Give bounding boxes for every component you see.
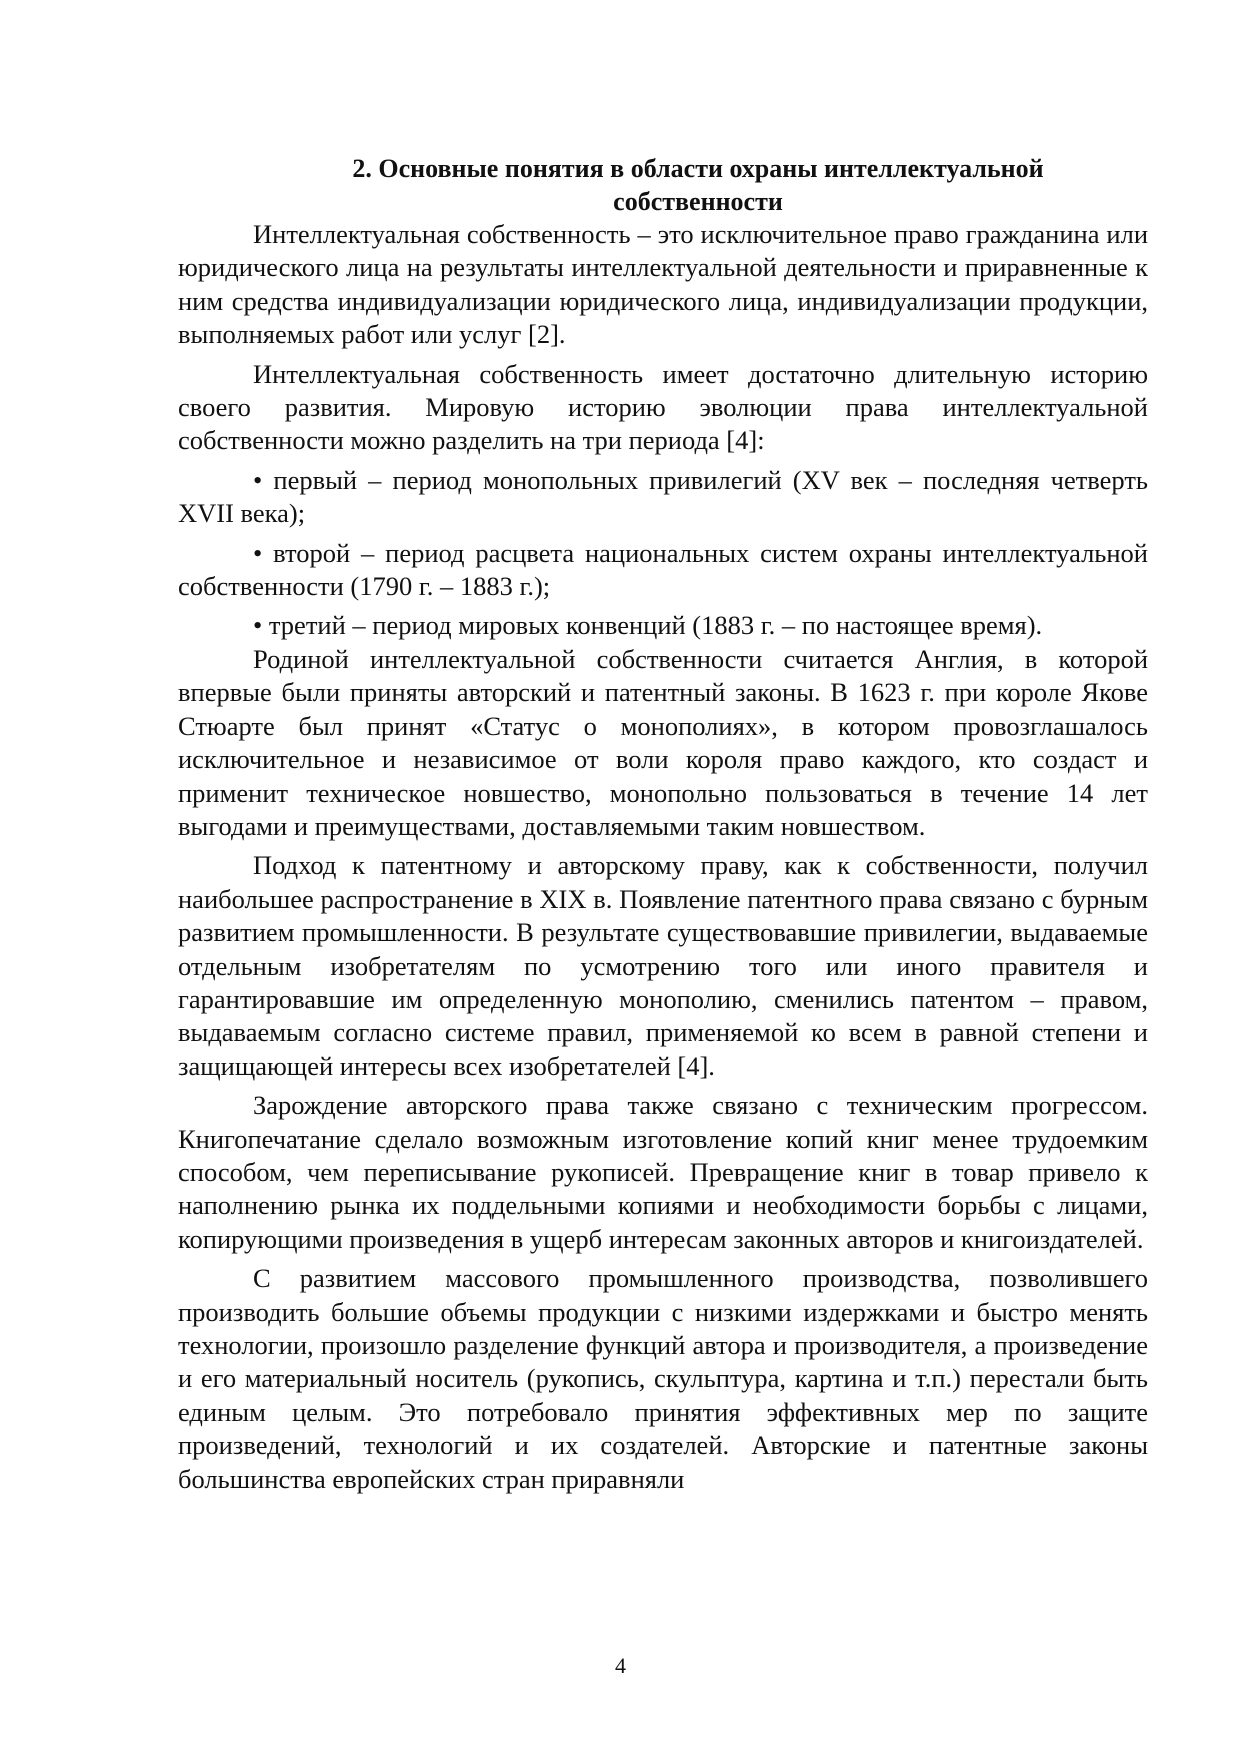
- section-heading-line-1: 2. Основные понятия в области охраны интеллектуальной: [352, 154, 1044, 183]
- list-item-period-1: • первый – период монопольных привилегий (XV век – последняя четверть XVII века);: [178, 464, 1148, 529]
- paragraph-mass-production: С развитием массового промышленного производства, позволившего производить большие объемы продукции с низкими издержками и быстро менять технологии, произошло разделение функций автора и производителя, а произведение и его материальный носитель (рукопись, скульптура, картина и т.п.) перестали быть единым целым. Это потребовало принятия эффективных мер по защите произведений, технологий и их создателей. Авторские и патентные законы большинства европейских стран приравняли: [178, 1263, 1148, 1494]
- section-heading-line-2: собственности: [613, 187, 783, 216]
- paragraph-definition: Интеллектуальная собственность – это исключительное право гражданина или юридического лица на результаты интеллектуальной деятельности и приравненные к ним средства индивидуализации юридического лица, индивидуализации продукции, выполняемых работ или услуг [2].: [178, 219, 1148, 350]
- paragraph-copyright-origin: Зарождение авторского права также связано с техническим прогрессом. Книгопечатание сделало возможным изготовление копий книг менее трудоемким способом, чем переписывание рукописей. Превращение книг в товар привело к наполнению рынка их поддельными копиями и необходимости борьбы с лицами, копирующими произведения в ущерб интересам законных авторов и книгоиздателей.: [178, 1090, 1148, 1254]
- list-item-period-2: • второй – период расцвета национальных систем охраны интеллектуальной собственности (1790 г. – 1883 г.);: [178, 537, 1148, 602]
- paragraph-history-intro: Интеллектуальная собственность имеет достаточно длительную историю своего развития. Мировую историю эволюции права интеллектуальной собственности можно разделить на три периода [4]:: [178, 358, 1148, 456]
- page-number: 4: [615, 1653, 626, 1678]
- section-heading: [178, 152, 1148, 218]
- paragraph-patent-law: Подход к патентному и авторскому праву, как к собственности, получил наибольшее распространение в XIX в. Появление патентного права связано с бурным развитием промышленности. В результате существовавшие привилегии, выдаваемые отдельным изобретателям по усмотрению того или иного правителя и гарантировавшие им определенную монополию, сменились патентом – правом, выдаваемым согласно системе правил, применяемой ко всем в равной степени и защищающей интересы всех изобретателей [4].: [178, 850, 1148, 1081]
- paragraph-england: Родиной интеллектуальной собственности считается Англия, в которой впервые были приняты авторский и патентный законы. В 1623 г. при короле Якове Стюарте был принят «Статус о монополиях», в котором провозглашалось исключительное и независимое от воли короля право каждого, кто создаст и применит техническое новшество, монопольно пользоваться в течение 14 лет выгодами и преимуществами, доставляемыми таким новшеством.: [178, 643, 1148, 841]
- list-item-period-3: • третий – период мировых конвенций (1883 г. – по настоящее время).: [253, 610, 1043, 641]
- document-body: [178, 152, 1148, 1496]
